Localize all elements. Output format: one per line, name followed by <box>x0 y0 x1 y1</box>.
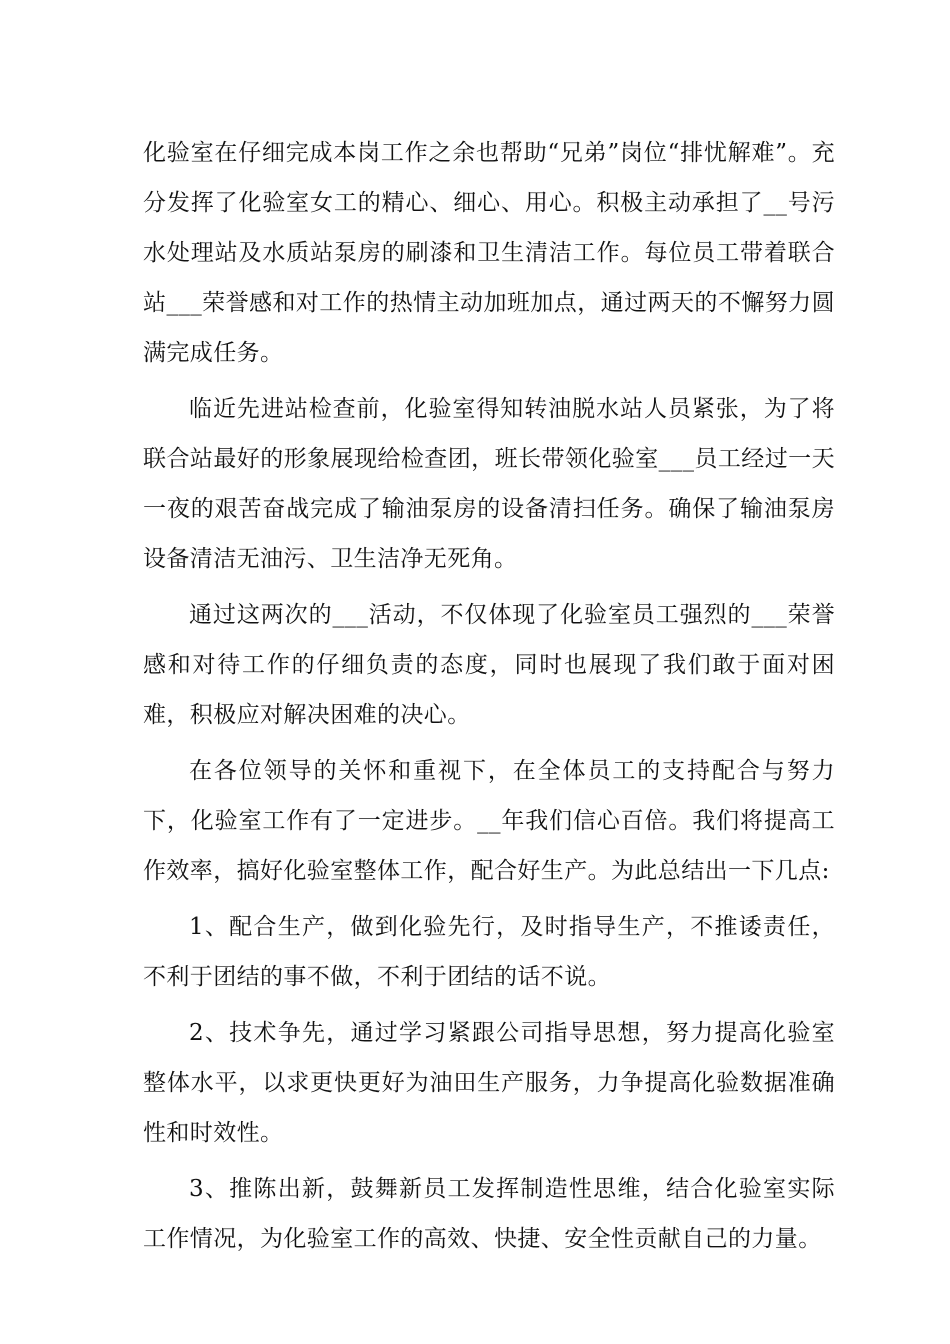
list-item-3: 3、推陈出新，鼓舞新员工发挥制造性思维，结合化验室实际工作情况，为化验室工作的高效、快捷、安全性贡献自己的力量。 <box>143 1176 835 1252</box>
paragraph-3: 通过这两次的___活动，不仅体现了化验室员工强烈的___荣誉感和对待工作的仔细负责的态度，同时也展现了我们敢于面对困难，积极应对解决困难的决心。 <box>143 602 835 728</box>
list-item-2: 2、技术争先，通过学习紧跟公司指导思想，努力提高化验室整体水平，以求更快更好为油田生产服务，力争提高化验数据准确性和时效性。 <box>143 1020 835 1146</box>
paragraph-1: 化验室在仔细完成本岗工作之余也帮助“兄弟”岗位“排忧解难”。充分发挥了化验室女工的精心、细心、用心。积极主动承担了__号污水处理站及水质站泵房的刷漆和卫生清洁工作。每位员工带着联合站___荣誉感和对工作的热情主动加班加点，通过两天的不懈努力圆满完成任务。 <box>143 140 835 366</box>
paragraph-4: 在各位领导的关怀和重视下，在全体员工的支持配合与努力下，化验室工作有了一定进步。__年我们信心百倍。我们将提高工作效率，搞好化验室整体工作，配合好生产。为此总结出一下几点: <box>143 758 835 884</box>
list-item-1: 1、配合生产，做到化验先行，及时指导生产，不推诿责任，不利于团结的事不做，不利于团结的话不说。 <box>143 914 835 990</box>
document-body <box>143 128 835 1270</box>
paragraph-2: 临近先进站检查前，化验室得知转油脱水站人员紧张，为了将联合站最好的形象展现给检查团，班长带领化验室___员工经过一天一夜的艰苦奋战完成了输油泵房的设备清扫任务。确保了输油泵房设备清洁无油污、卫生洁净无死角。 <box>143 396 835 572</box>
